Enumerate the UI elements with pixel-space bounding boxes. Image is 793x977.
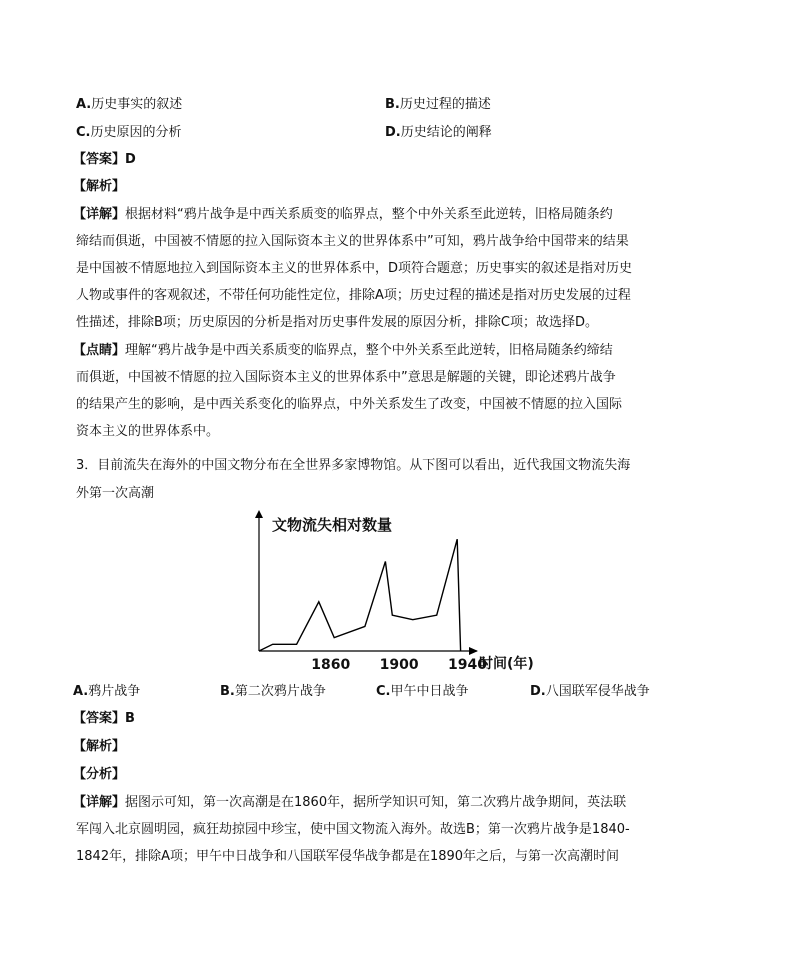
q2-answer: 【答案】D [73, 152, 136, 167]
x-axis-label: 时间(年) [479, 656, 534, 672]
q2-detail-line-3: 人物或事件的客观叙述，不带任何功能性定位，排除A项；历史过程的描述是指对历史发展的过程 [76, 288, 631, 303]
q2-option-a: A.历史事实的叙述 [76, 97, 183, 112]
x-tick-label: 1860 [311, 657, 351, 673]
q2-detail-line-1: 缔结而俱逝，中国被不情愿的拉入国际资本主义的世界体系中”可知，鸦片战争给中国带来的结果 [76, 234, 629, 249]
series-line [259, 539, 461, 651]
q2-tip-line-1: 而俱逝，中国被不情愿的拉入国际资本主义的世界体系中”意思是解题的关键，即论述鸦片战争 [76, 370, 616, 385]
q3-detail-line-2: 1842年，排除A项；甲午中日战争和八国联军侵华战争都是在1890年之后，与第一次高潮时间 [76, 849, 620, 864]
y-axis-label: 文物流失相对数量 [272, 516, 393, 534]
q2-detail-line-0: 【详解】根据材料“鸦片战争是中西关系质变的临界点，整个中外关系至此逆转，旧格局随条约 [73, 207, 613, 222]
q3-option-d: D.八国联军侵华战争 [530, 684, 650, 699]
q3-detail-line-1: 军闯入北京圆明园，疯狂劫掠园中珍宝，使中国文物流入海外。故选B；第一次鸦片战争是1840- [76, 822, 630, 837]
q2-option-c: C.历史原因的分析 [76, 125, 182, 140]
q2-tip-line-3: 资本主义的世界体系中。 [76, 424, 220, 439]
x-tick-label: 1900 [379, 657, 419, 673]
y-axis-arrow [255, 510, 263, 518]
q2-tip-line-2: 的结果产生的影响，是中西关系变化的临界点，中外关系发生了改变，中国被不情愿的拉入国际 [76, 397, 623, 412]
x-axis-arrow [469, 647, 478, 655]
q3-option-a: A.鸦片战争 [73, 684, 141, 699]
artifact-loss-chart [240, 508, 560, 678]
q3-analysis-label: 【解析】 [73, 739, 126, 754]
q2-detail-line-2: 是中国被不情愿地拉入到国际资本主义的世界体系中，D项符合题意；历史事实的叙述是指对历史 [76, 261, 633, 276]
q2-option-d: D.历史结论的阐释 [385, 125, 492, 140]
x-tick-label: 1940 [447, 657, 487, 673]
q3-detail-line-0: 【详解】据图示可知，第一次高潮是在1860年，据所学知识可知，第二次鸦片战争期间，英法联 [73, 795, 627, 810]
q3-option-c: C.甲午中日战争 [376, 684, 469, 699]
q3-stem-line-0: 3．目前流失在海外的中国文物分布在全世界多家博物馆。从下图可以看出，近代我国文物流失海 [76, 458, 631, 473]
q3-stem-line-1: 外第一次高潮 [76, 486, 155, 501]
q3-option-b: B.第二次鸦片战争 [220, 684, 326, 699]
q2-option-b: B.历史过程的描述 [385, 97, 491, 112]
q3-answer: 【答案】B [73, 711, 135, 726]
q2-detail-line-4: 性描述，排除B项；历史原因的分析是指对历史事件发展的原因分析，排除C项；故选择D。 [76, 315, 599, 330]
q2-analysis-label: 【解析】 [73, 179, 126, 194]
q3-fenxi-label: 【分析】 [73, 767, 126, 782]
q2-tip-line-0: 【点睛】理解“鸦片战争是中西关系质变的临界点，整个中外关系至此逆转，旧格局随条约缔结 [73, 343, 613, 358]
